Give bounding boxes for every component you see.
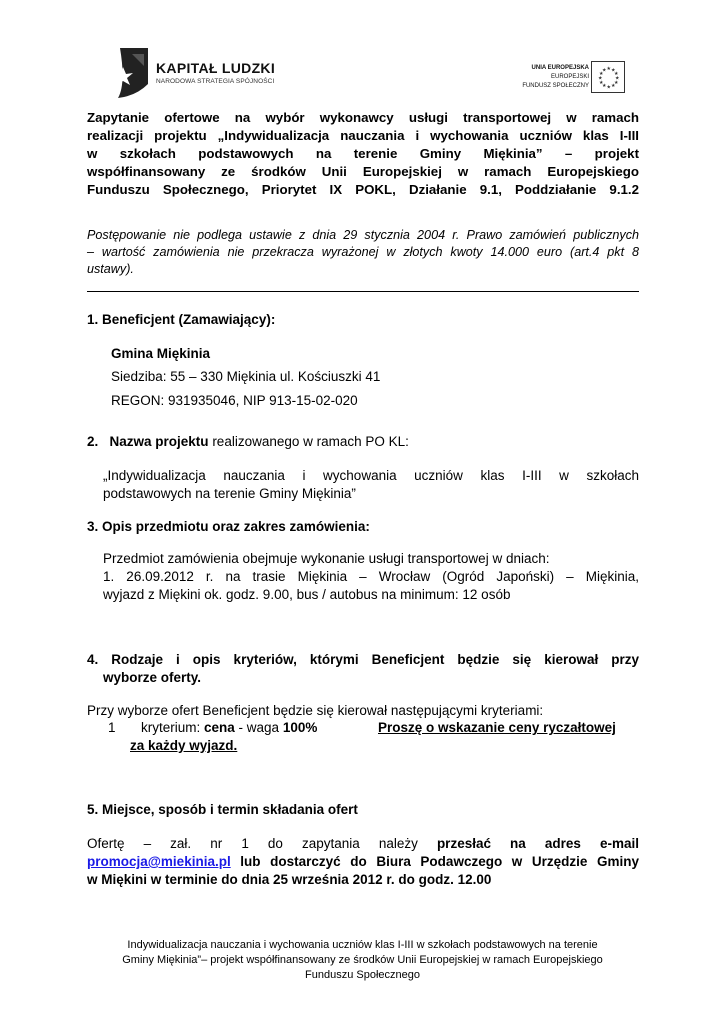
criterion-note-line-2: za każdy wyjazd. bbox=[130, 738, 238, 753]
section-5-line-1-bold: przesłać na adres e-mail bbox=[436, 836, 639, 851]
criterion-number: 1 bbox=[108, 720, 116, 735]
email-link[interactable]: promocja@miekinia.pl bbox=[87, 854, 231, 869]
section-5-line-2-bold: lub dostarczyć do Biura Podawczego w Urzędzie Gminy bbox=[230, 854, 639, 869]
logo-subtitle: NARODOWA STRATEGIA SPÓJNOŚCI bbox=[156, 78, 275, 85]
criterion-note-line-1: Proszę o wskazanie ceny ryczałtowej bbox=[378, 720, 616, 735]
section-2-heading-bold: Nazwa projektu bbox=[109, 434, 209, 449]
section-5-line-1 bbox=[87, 835, 639, 853]
section-3-line-2: 1. 26.09.2012 r. na trasie Miękinia – Wrocław (Ogród Japoński) – Miękinia, bbox=[103, 569, 639, 584]
project-name bbox=[103, 467, 639, 503]
divider bbox=[87, 291, 639, 292]
footer-line-1: Indywidualizacja nauczania i wychowania uczniów klas I-III w szkołach podstawowych na terenie bbox=[127, 939, 598, 951]
svg-text:★: ★ bbox=[614, 80, 619, 86]
section-4-heading-line-2: wyborze oferty. bbox=[103, 670, 202, 685]
svg-text:★: ★ bbox=[602, 67, 607, 74]
section-5-heading: 5. Miejsce, sposób i termin składania ofert bbox=[87, 802, 358, 817]
beneficiary-regon: REGON: 931935046, NIP 913-15-02-020 bbox=[111, 393, 358, 408]
section-5-body bbox=[87, 835, 639, 889]
svg-text:★: ★ bbox=[599, 80, 604, 86]
section-4-heading bbox=[87, 651, 639, 687]
logo-title: KAPITAŁ LUDZKI bbox=[156, 60, 276, 76]
svg-text:★: ★ bbox=[606, 84, 611, 91]
note-line-3: ustawy). bbox=[87, 262, 134, 276]
criterion-label: kryterium: bbox=[141, 720, 205, 735]
section-2-number: 2. bbox=[87, 434, 99, 449]
document-title bbox=[87, 109, 639, 199]
section-1-heading: 1. Beneficjent (Zamawiający): bbox=[87, 312, 276, 327]
section-3-line-3: wyjazd z Miękini ok. godz. 9.00, bus / autobus na minimum: 12 osób bbox=[103, 587, 511, 602]
note-line-1: Postępowanie nie podlega ustawie z dnia 29 stycznia 2004 r. Prawo zamówień publicznych bbox=[87, 228, 639, 242]
section-4-heading-line-1: 4. Rodzaje i opis kryteriów, którymi Beneficjent będzie się kierował przy bbox=[87, 652, 639, 667]
title-line-4: współfinansowany ze środków Unii Europejskiej w ramach Europejskiego bbox=[87, 164, 639, 179]
section-3-line-1: Przedmiot zamówienia obejmuje wykonanie usługi transportowej w dniach: bbox=[103, 551, 550, 566]
section-2-heading bbox=[87, 433, 409, 451]
eu-logo bbox=[505, 61, 625, 95]
svg-text:★: ★ bbox=[615, 75, 620, 82]
eu-line-3: FUNDUSZ SPOŁECZNY bbox=[522, 83, 589, 89]
section-3-body bbox=[103, 550, 639, 604]
criterion-name: cena bbox=[204, 720, 235, 735]
kapital-ludzki-logo bbox=[108, 44, 278, 100]
footer bbox=[90, 938, 635, 983]
legal-note bbox=[87, 227, 639, 278]
eu-logo-text bbox=[505, 64, 589, 91]
project-name-line-2: podstawowych na terenie Gminy Miękinia” bbox=[103, 486, 356, 501]
beneficiary-name: Gmina Miękinia bbox=[111, 346, 211, 361]
section-2-heading-rest: realizowanego w ramach PO KL: bbox=[208, 434, 409, 449]
criterion-weight: 100% bbox=[282, 720, 318, 735]
footer-line-3: Funduszu Społecznego bbox=[305, 969, 420, 981]
title-line-3: w szkołach podstawowych na terenie Gminy Miękinia” – projekt bbox=[87, 146, 639, 161]
svg-text:★: ★ bbox=[599, 71, 604, 77]
eu-line-2: EUROPEJSKI bbox=[550, 74, 589, 80]
svg-text:★: ★ bbox=[606, 66, 611, 72]
svg-text:★: ★ bbox=[598, 75, 603, 82]
note-line-2: – wartość zamówienia nie przekracza wyrażonej w złotych kwoty 14.000 euro (art.4 pkt 8 bbox=[87, 245, 639, 259]
section-5-line-1-normal: Ofertę – zał. nr 1 do zapytania należy bbox=[87, 836, 437, 851]
eu-line-1: UNIA EUROPEJSKA bbox=[531, 65, 589, 71]
title-line-5: Funduszu Społecznego, Priorytet IX POKL, Działanie 9.1, Poddziałanie 9.1.2 bbox=[87, 182, 639, 197]
section-5-line-3: w Miękini w terminie do dnia 25 września 2012 r. do godz. 12.00 bbox=[87, 872, 492, 887]
criteria-intro: Przy wyborze ofert Beneficjent będzie się kierował następującymi kryteriami: bbox=[87, 703, 544, 718]
criterion-weight-label: - waga bbox=[234, 720, 283, 735]
kapital-ludzki-emblem-icon bbox=[108, 44, 154, 100]
title-line-1: Zapytanie ofertowe na wybór wykonawcy usługi transportowej w ramach bbox=[87, 110, 639, 125]
svg-text:★: ★ bbox=[611, 67, 616, 74]
svg-text:★: ★ bbox=[602, 83, 607, 89]
criterion-text bbox=[141, 719, 317, 737]
beneficiary-address: Siedziba: 55 – 330 Miękinia ul. Kościuszki 41 bbox=[111, 369, 381, 384]
project-name-line-1: „Indywidualizacja nauczania i wychowania uczniów klas I-III w szkołach bbox=[103, 468, 639, 483]
svg-text:★: ★ bbox=[611, 83, 616, 89]
title-line-2: realizacji projektu „Indywidualizacja nauczania i wychowania uczniów klas I-III bbox=[87, 128, 639, 143]
section-5-line-2 bbox=[87, 853, 639, 871]
section-3-heading: 3. Opis przedmiotu oraz zakres zamówienia: bbox=[87, 519, 370, 534]
eu-flag-icon bbox=[591, 61, 625, 93]
footer-line-2: Gminy Miękinia”– projekt współfinansowany ze środków Unii Europejskiej w ramach Europejskiego bbox=[122, 954, 603, 966]
svg-text:★: ★ bbox=[614, 71, 619, 77]
